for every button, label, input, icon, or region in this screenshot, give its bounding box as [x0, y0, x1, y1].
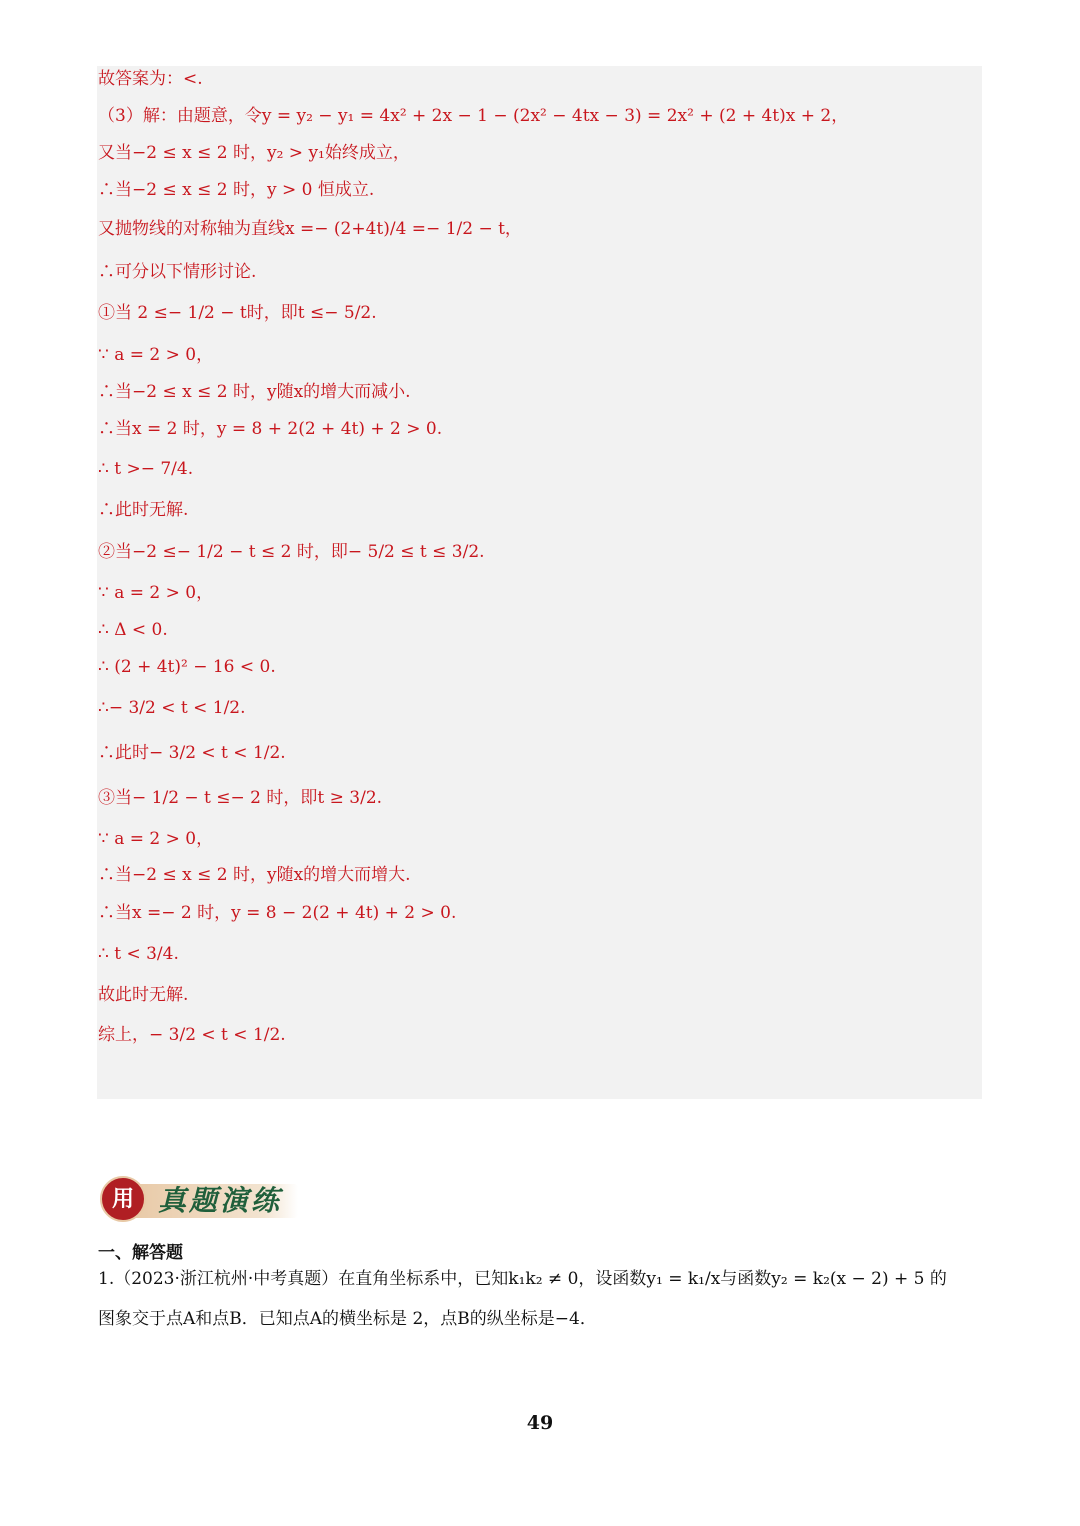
- solution-line: （3）解：由题意，令y = y₂ − y₁ = 4x² + 2x − 1 − (2x² − 4tx − 3) = 2x² + (2 + 4t)x + 2，: [98, 106, 849, 126]
- solution-line: ∴当x =− 2 时，y = 8 − 2(2 + 4t) + 2 > 0.: [98, 903, 457, 923]
- solution-line: ∴− 3/2 < t < 1/2.: [98, 698, 246, 718]
- solution-line: ∴当−2 ≤ x ≤ 2 时，y > 0 恒成立.: [98, 180, 375, 200]
- solution-line: ∵ a = 2 > 0，: [98, 829, 214, 849]
- solution-line: ∵ a = 2 > 0，: [98, 583, 214, 603]
- solution-line: ∴当x = 2 时，y = 8 + 2(2 + 4t) + 2 > 0.: [98, 419, 443, 439]
- solution-line: ∴可分以下情形讨论.: [98, 262, 257, 282]
- solution-line: ∴ (2 + 4t)² − 16 < 0.: [98, 657, 276, 677]
- solution-line: ∴ Δ < 0.: [98, 620, 168, 640]
- solution-line: 又抛物线的对称轴为直线x =− (2+4t)/4 =− 1/2 − t，: [98, 219, 522, 239]
- question-line: 1.（2023·浙江杭州·中考真题）在直角坐标系中，已知k₁k₂ ≠ 0，设函数y₁ = k₁/x与函数y₂ = k₂(x − 2) + 5 的: [98, 1269, 947, 1289]
- question-line: 图象交于点A和点B．已知点A的横坐标是 2，点B的纵坐标是−4．: [98, 1309, 597, 1329]
- solution-line: ∵ a = 2 > 0，: [98, 345, 214, 365]
- solution-line: 综上，− 3/2 < t < 1/2.: [98, 1025, 286, 1045]
- solution-line: ∴当−2 ≤ x ≤ 2 时，y随x的增大而减小.: [98, 382, 411, 402]
- solution-line: ③当− 1/2 − t ≤− 2 时，即t ≥ 3/2.: [98, 788, 383, 808]
- solution-line: 故此时无解.: [98, 985, 189, 1005]
- page-number: 49: [526, 1412, 554, 1434]
- solution-line: ∴ t < 3/4.: [98, 944, 179, 964]
- solution-line: ∴当−2 ≤ x ≤ 2 时，y随x的增大而增大.: [98, 865, 411, 885]
- banner-badge: 用: [100, 1176, 146, 1222]
- solution-line: ∴此时− 3/2 < t < 1/2.: [98, 743, 286, 763]
- solution-line: ①当 2 ≤− 1/2 − t时，即t ≤− 5/2.: [98, 303, 377, 323]
- solution-line: ∴此时无解.: [98, 500, 189, 520]
- solution-line: 又当−2 ≤ x ≤ 2 时，y₂ > y₁始终成立，: [98, 143, 410, 163]
- solution-line: ②当−2 ≤− 1/2 − t ≤ 2 时，即− 5/2 ≤ t ≤ 3/2.: [98, 542, 485, 562]
- solution-line: ∴ t >− 7/4.: [98, 459, 194, 479]
- section-heading: 一、解答题: [98, 1243, 183, 1263]
- banner-title: 真题演练: [158, 1184, 283, 1217]
- section-banner: [100, 1176, 300, 1224]
- solution-line: 故答案为：<.: [98, 69, 203, 89]
